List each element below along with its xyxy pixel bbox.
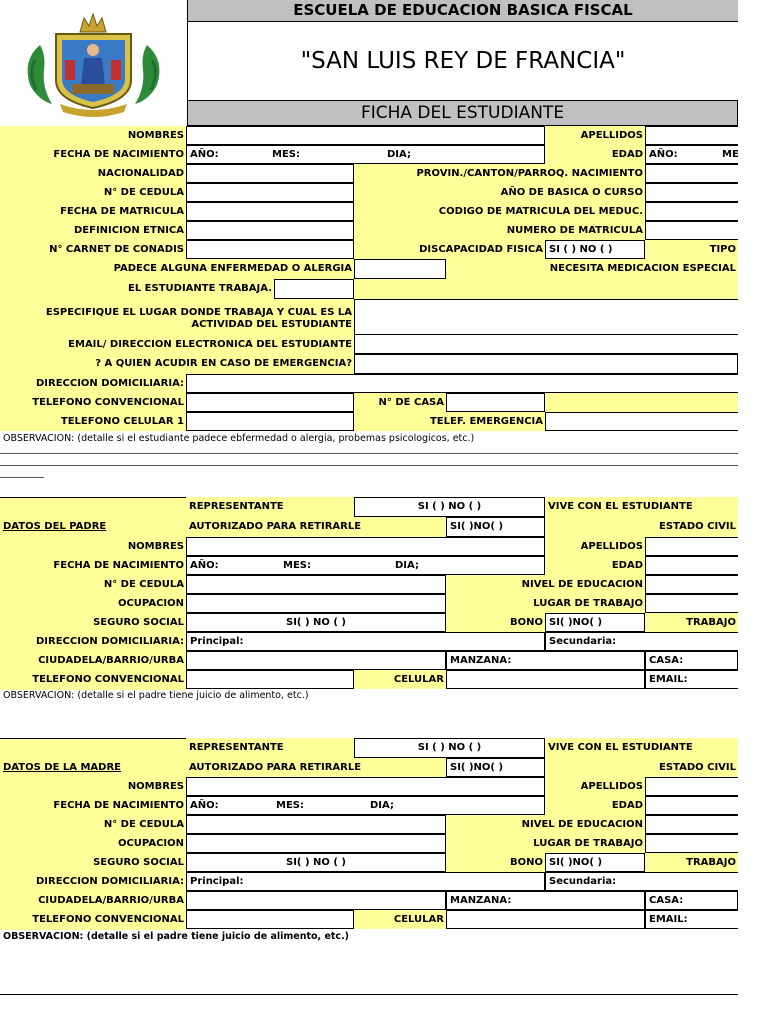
mother-observation-label: OBSERVACION: (detalle si el padre tiene juicio de alimento, etc.) (3, 931, 350, 943)
father-label-nivel: NIVEL DE EDUCACION (446, 575, 645, 594)
father-phone-field[interactable] (186, 670, 354, 689)
mother-address-main-field[interactable]: Principal: (186, 872, 545, 891)
father-birthdate-field[interactable] (186, 556, 545, 575)
mother-birthdate-field[interactable] (186, 796, 545, 815)
label-enfermedad: PADECE ALGUNA ENFERMEDAD O ALERGIA (0, 259, 354, 279)
mother-insurance-choice[interactable]: SI( ) NO ( ) (186, 853, 446, 872)
father-label-direccion: DIRECCION DOMICILIARIA: (0, 632, 186, 651)
label-conadis: N° CARNET DE CONADIS (0, 240, 186, 259)
student-nombres-field[interactable] (186, 126, 545, 145)
student-enroll-number-field[interactable] (645, 221, 738, 240)
label-trabaja: EL ESTUDIANTE TRABAJA. (0, 279, 274, 299)
student-ethnicity-field[interactable] (186, 221, 354, 240)
observation-line-2[interactable] (0, 465, 738, 466)
label-edad-anio: AÑO: (649, 148, 678, 160)
mother-label-dia: DIA; (370, 799, 394, 811)
mother-cellphone-field[interactable] (446, 910, 645, 929)
student-enroll-date-field[interactable] (186, 202, 354, 221)
student-house-extra (545, 393, 738, 412)
father-label-celular: CELULAR (354, 670, 446, 689)
label-celular: TELEFONO CELULAR 1 (0, 412, 186, 431)
father-label-estado-civil: ESTADO CIVIL (545, 517, 738, 537)
father-label-edad: EDAD (545, 556, 645, 575)
label-anio: AÑO: (190, 148, 219, 160)
mother-label-apellidos: APELLIDOS (545, 777, 645, 796)
father-occupation-field[interactable] (186, 594, 446, 613)
label-fecha-matricula: FECHA DE MATRICULA (0, 202, 186, 221)
father-label-vive: VIVE CON EL ESTUDIANTE (545, 497, 738, 517)
label-lugar-trabajo-line1: ESPECIFIQUE EL LUGAR DONDE TRABAJA Y CUAL ES LA (45, 307, 352, 318)
father-address-secondary-field[interactable]: Secundaria: (545, 632, 738, 651)
mother-label-ocupacion: OCUPACION (0, 834, 186, 853)
mother-label-telefono: TELEFONO CONVENCIONAL (0, 910, 186, 929)
label-dia: DIA; (387, 148, 411, 160)
father-label-autorizado: AUTORIZADO PARA RETIRARLE (186, 517, 446, 537)
mother-label-lugar-trabajo: LUGAR DE TRABAJO (446, 834, 645, 853)
label-provincia: PROVIN./CANTON/PARROQ. NACIMIENTO (354, 164, 645, 183)
father-label-ocupacion: OCUPACION (0, 594, 186, 613)
student-observation-label: OBSERVACION: (detalle si el estudiante padece ebfermedad o alergia, probemas psicologicos, etc.) (3, 432, 475, 444)
label-telef-emergencia: TELEF. EMERGENCIA (354, 412, 545, 431)
student-birthplace-field[interactable] (645, 164, 738, 183)
father-insurance-choice[interactable]: SI( ) NO ( ) (186, 613, 446, 632)
mother-id-field[interactable] (186, 815, 446, 834)
father-label-lugar-trabajo: LUGAR DE TRABAJO (446, 594, 645, 613)
mother-label-representante: REPRESENTANTE (186, 738, 354, 758)
student-conadis-field[interactable] (186, 240, 354, 259)
father-label-trabajo: TRABAJO (645, 613, 738, 632)
father-id-field[interactable] (186, 575, 446, 594)
logo-box (0, 0, 187, 127)
mother-label-estado-civil: ESTADO CIVIL (545, 758, 738, 777)
father-neighborhood-field[interactable] (186, 651, 446, 670)
mother-label-mes: MES: (276, 799, 304, 811)
father-names-field[interactable] (186, 537, 545, 556)
mother-label-edad: EDAD (545, 796, 645, 815)
father-surnames-field[interactable] (645, 537, 738, 556)
mother-surnames-field[interactable] (645, 777, 738, 796)
label-discapacidad: DISCAPACIDAD FISICA (354, 240, 545, 259)
label-cedula: N° DE CEDULA (0, 183, 186, 202)
label-mes: MES: (272, 148, 300, 160)
mother-label-cedula: N° DE CEDULA (0, 815, 186, 834)
mother-label-trabajo: TRABAJO (645, 853, 738, 872)
label-nombres: NOMBRES (0, 126, 186, 145)
father-age-field[interactable] (645, 556, 738, 575)
mother-bonus-choice[interactable]: SI( )NO( ) (545, 853, 645, 872)
form-title: FICHA DEL ESTUDIANTE (187, 100, 738, 126)
mother-neighborhood-field[interactable] (186, 891, 446, 910)
label-fecha-nacimiento: FECHA DE NACIMIENTO (0, 145, 186, 164)
father-authorized-choice[interactable]: SI( )NO( ) (446, 517, 545, 537)
mother-label-bono: BONO (446, 853, 545, 872)
student-house-number-field[interactable] (446, 393, 545, 412)
student-enroll-code-field[interactable] (645, 202, 738, 221)
mother-label-vive: VIVE CON EL ESTUDIANTE (545, 738, 738, 758)
mother-house-field[interactable]: CASA: (645, 891, 738, 910)
father-label-representante: REPRESENTANTE (186, 497, 354, 517)
father-label-cedula: N° DE CEDULA (0, 575, 186, 594)
label-codigo-matricula: CODIGO DE MATRICULA DEL MEDUC. (354, 202, 645, 221)
label-apellidos: APELLIDOS (545, 126, 645, 145)
mother-block-field[interactable]: MANZANA: (446, 891, 645, 910)
mother-education-field[interactable] (645, 815, 738, 834)
father-section-title: DATOS DEL PADRE (0, 517, 186, 537)
father-label-apellidos: APELLIDOS (545, 537, 645, 556)
label-lugar-trabajo-line2: ACTIVIDAD DEL ESTUDIANTE (191, 319, 352, 330)
mother-phone-field[interactable] (186, 910, 354, 929)
father-label-mes: MES: (283, 559, 311, 571)
label-edad: EDAD (545, 145, 645, 164)
label-lugar-trabajo (0, 299, 354, 335)
label-email: EMAIL/ DIRECCION ELECTRONICA DEL ESTUDIANTE (0, 335, 354, 354)
father-email-field[interactable]: EMAIL: (645, 670, 738, 689)
label-etnica: DEFINICION ETNICA (0, 221, 186, 240)
father-label-nombres: NOMBRES (0, 537, 186, 556)
mother-label-celular: CELULAR (354, 910, 446, 929)
mother-label-ciudadela: CIUDADELA/BARRIO/URBA (0, 891, 186, 910)
mother-authorized-choice[interactable]: SI( )NO( ) (446, 758, 545, 777)
mother-representative-choice[interactable]: SI ( ) NO ( ) (354, 738, 545, 758)
label-tipo: TIPO (645, 240, 738, 259)
student-address-field[interactable] (186, 374, 738, 393)
student-cellphone-field[interactable] (186, 412, 354, 431)
mother-label-autorizado: AUTORIZADO PARA RETIRARLE (186, 758, 446, 777)
father-house-field[interactable]: CASA: (645, 651, 738, 670)
student-phone-field[interactable] (186, 393, 354, 412)
student-email-field[interactable] (354, 335, 738, 354)
father-label-seguro: SEGURO SOCIAL (0, 613, 186, 632)
student-emergency-contact-field[interactable] (354, 354, 738, 374)
school-name-title: "SAN LUIS REY DE FRANCIA" (187, 22, 738, 100)
student-apellidos-field[interactable] (645, 126, 738, 145)
father-workplace-field[interactable] (645, 594, 738, 613)
father-observation-label: OBSERVACION: (detalle si el padre tiene juicio de alimento, etc.) (3, 690, 309, 702)
label-casa: N° DE CASA (354, 393, 446, 412)
school-type-title: ESCUELA DE EDUCACION BASICA FISCAL (187, 0, 738, 22)
father-education-field[interactable] (645, 575, 738, 594)
student-age-field[interactable] (645, 145, 738, 164)
mother-age-field[interactable] (645, 796, 738, 815)
label-telefono: TELEFONO CONVENCIONAL (0, 393, 186, 412)
mother-label-anio: AÑO: (190, 799, 219, 811)
student-works-field[interactable] (274, 279, 354, 299)
father-bonus-choice[interactable]: SI( )NO( ) (545, 613, 645, 632)
mother-names-field[interactable] (186, 777, 545, 796)
student-medication-field[interactable] (354, 279, 738, 299)
label-numero-matricula: NUMERO DE MATRICULA (354, 221, 645, 240)
mother-section-title: DATOS DE LA MADRE (0, 758, 186, 777)
observation-line-3[interactable] (0, 477, 44, 478)
label-direccion: DIRECCION DOMICILIARIA: (0, 374, 186, 393)
student-work-detail-field[interactable] (354, 299, 738, 335)
student-birthdate-field[interactable] (186, 145, 545, 164)
student-illness-field[interactable] (354, 259, 446, 279)
father-label-ciudadela: CIUDADELA/BARRIO/URBA (0, 651, 186, 670)
mother-email-field[interactable]: EMAIL: (645, 910, 738, 929)
student-disability-choice[interactable]: SI ( ) NO ( ) (545, 240, 645, 259)
father-cellphone-field[interactable] (446, 670, 645, 689)
mother-label-fecha: FECHA DE NACIMIENTO (0, 796, 186, 815)
father-label-telefono: TELEFONO CONVENCIONAL (0, 670, 186, 689)
student-nationality-field[interactable] (186, 164, 354, 183)
father-representative-choice[interactable]: SI ( ) NO ( ) (354, 497, 545, 517)
father-label-fecha: FECHA DE NACIMIENTO (0, 556, 186, 575)
mother-address-secondary-field[interactable]: Secundaria: (545, 872, 738, 891)
label-anio-basica: AÑO DE BASICA O CURSO (354, 183, 645, 202)
student-id-field[interactable] (186, 183, 354, 202)
father-address-main-field[interactable]: Principal: (186, 632, 545, 651)
mother-workplace-field[interactable] (645, 834, 738, 853)
father-label-anio: AÑO: (190, 559, 219, 571)
student-grade-field[interactable] (645, 183, 738, 202)
father-label-bono: BONO (446, 613, 545, 632)
label-edad-me: ME (722, 148, 739, 160)
mother-label-seguro: SEGURO SOCIAL (0, 853, 186, 872)
father-label-dia: DIA; (395, 559, 419, 571)
student-emergency-phone-field[interactable] (545, 412, 738, 431)
mother-observation-box[interactable] (0, 929, 738, 995)
mother-occupation-field[interactable] (186, 834, 446, 853)
mother-label-nombres: NOMBRES (0, 777, 186, 796)
observation-line-1[interactable] (0, 453, 738, 454)
school-crest-icon (0, 0, 187, 127)
father-block-field[interactable]: MANZANA: (446, 651, 645, 670)
label-nacionalidad: NACIONALIDAD (0, 164, 186, 183)
label-emergencia: ? A QUIEN ACUDIR EN CASO DE EMERGENCIA? (0, 354, 354, 374)
mother-label-direccion: DIRECCION DOMICILIARIA: (0, 872, 186, 891)
label-medicacion: NECESITA MEDICACION ESPECIAL (446, 259, 738, 279)
mother-label-nivel: NIVEL DE EDUCACION (446, 815, 645, 834)
